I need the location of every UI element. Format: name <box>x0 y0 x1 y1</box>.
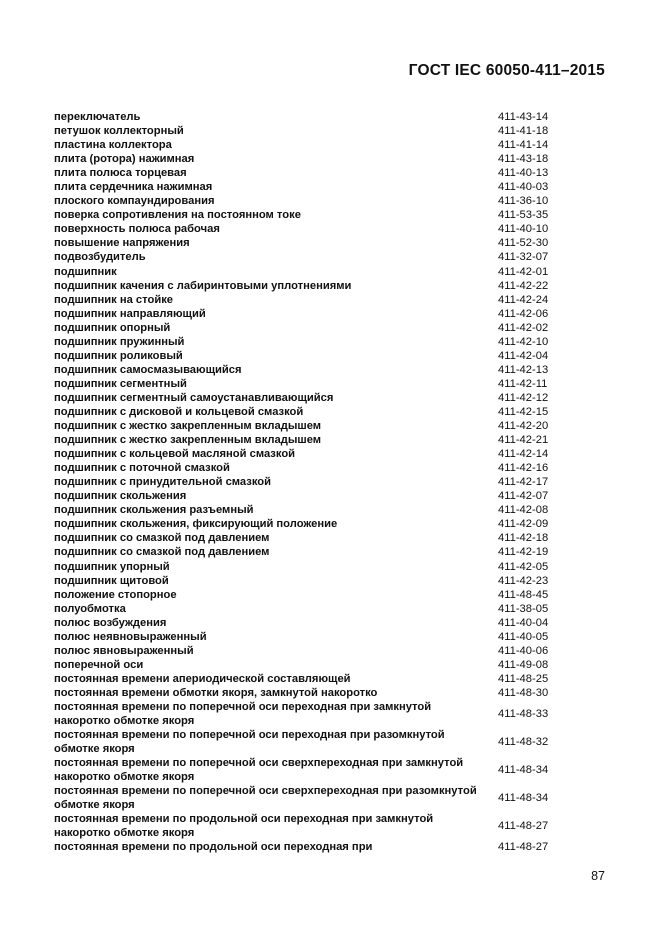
index-code: 411-42-23 <box>498 574 549 587</box>
index-code: 411-43-18 <box>498 153 549 166</box>
index-row <box>54 728 562 756</box>
index-code: 411-42-02 <box>498 321 549 334</box>
index-row <box>54 349 562 363</box>
index-code: 411-42-11 <box>498 377 548 390</box>
index-code: 411-40-13 <box>498 167 549 180</box>
index-row <box>54 812 562 840</box>
index-code: 411-42-06 <box>498 307 549 320</box>
index-term: подшипник сегментный <box>54 377 187 390</box>
index-row <box>54 560 562 574</box>
document-title: ГОСТ IEC 60050-411–2015 <box>408 62 605 79</box>
index-row <box>54 194 562 208</box>
index-term: плоского компаундирования <box>54 195 215 208</box>
index-code: 411-42-07 <box>498 490 549 503</box>
index-row <box>54 433 562 447</box>
index-code: 411-42-04 <box>498 349 549 362</box>
index-term: постоянная времени по продольной оси переходная при <box>54 841 373 854</box>
index-row <box>54 166 562 180</box>
index-term: подшипник со смазкой под давлением <box>54 532 270 545</box>
index-row <box>54 250 562 264</box>
index-row <box>54 503 562 517</box>
index-code: 411-42-24 <box>498 293 549 306</box>
index-term: подшипник самосмазывающийся <box>54 363 242 376</box>
index-term: постоянная времени обмотки якоря, замкнутой накоротко <box>54 686 378 699</box>
index-row <box>54 489 562 503</box>
index-row <box>54 391 562 405</box>
index-term: петушок коллекторный <box>54 125 184 138</box>
index-code: 411-48-45 <box>498 588 549 601</box>
index-term: подшипник скольжения разъемный <box>54 504 254 517</box>
index-term: поперечной оси <box>54 658 144 671</box>
index-term: подшипник <box>54 265 117 278</box>
index-row <box>54 700 562 728</box>
index-row <box>54 180 562 194</box>
index-code: 411-40-10 <box>498 223 549 236</box>
index-row <box>54 279 562 293</box>
index-row <box>54 588 562 602</box>
index-term: поверхность полюса рабочая <box>54 223 220 236</box>
index-code: 411-32-07 <box>498 251 549 264</box>
index-term: постоянная времени по поперечной оси сверхпереходная при разомкнутой обмотке якоря <box>54 785 477 812</box>
index-row <box>54 672 562 686</box>
term-index-body <box>54 110 562 854</box>
index-code: 411-48-30 <box>498 686 549 699</box>
index-term: постоянная времени апериодической составляющей <box>54 672 351 685</box>
index-code: 411-48-32 <box>498 736 549 749</box>
index-term: подшипник пружинный <box>54 335 185 348</box>
index-code: 411-42-22 <box>498 279 549 292</box>
index-code: 411-42-08 <box>498 504 549 517</box>
index-row <box>54 236 562 250</box>
index-code: 411-48-27 <box>498 841 549 854</box>
index-row <box>54 447 562 461</box>
index-row <box>54 517 562 531</box>
index-row <box>54 475 562 489</box>
index-row <box>54 630 562 644</box>
index-term: подшипник упорный <box>54 560 170 573</box>
index-row <box>54 784 562 812</box>
index-term: постоянная времени по продольной оси переходная при замкнутой накоротко обмотке якоря <box>54 813 434 840</box>
index-code: 411-48-27 <box>498 820 549 833</box>
index-code: 411-43-14 <box>498 111 549 123</box>
index-row <box>54 321 562 335</box>
index-row <box>54 616 562 630</box>
index-term: полюс возбуждения <box>54 616 167 629</box>
index-code: 411-38-05 <box>498 602 549 615</box>
index-term: подшипник опорный <box>54 321 171 334</box>
index-row <box>54 293 562 307</box>
index-code: 411-42-09 <box>498 518 549 531</box>
index-term: плита (ротора) нажимная <box>54 153 195 166</box>
index-term: подшипник с принудительной смазкой <box>54 476 272 489</box>
index-code: 411-42-21 <box>498 434 549 447</box>
index-row <box>54 363 562 377</box>
index-code: 411-42-14 <box>498 448 549 461</box>
index-term: постоянная времени по поперечной оси переходная при замкнутой накоротко обмотке якоря <box>54 700 432 728</box>
index-row <box>54 307 562 321</box>
index-term: полюс неявновыраженный <box>54 630 207 643</box>
index-code: 411-53-35 <box>498 209 549 222</box>
index-term: постоянная времени по поперечной оси переходная при разомкнутой обмотке якоря <box>54 729 445 756</box>
index-term: полюс явновыраженный <box>54 644 194 657</box>
index-term: подшипник скольжения <box>54 490 187 503</box>
index-code: 411-42-16 <box>498 462 549 475</box>
page-header <box>409 62 605 80</box>
index-term: переключатель <box>54 111 141 123</box>
index-row <box>54 545 562 559</box>
index-row <box>54 644 562 658</box>
index-term: плита сердечника нажимная <box>54 181 213 194</box>
index-row <box>54 124 562 138</box>
index-row <box>54 602 562 616</box>
index-row <box>54 138 562 152</box>
index-term: подшипник скольжения, фиксирующий положение <box>54 518 338 531</box>
index-code: 411-48-33 <box>498 707 549 720</box>
index-term: подшипник с дисковой и кольцевой смазкой <box>54 405 304 418</box>
index-code: 411-42-01 <box>498 265 549 278</box>
index-code: 411-41-18 <box>498 125 549 138</box>
index-term: подшипник направляющий <box>54 307 206 320</box>
index-term: подшипник с жестко закрепленным вкладышем <box>54 434 322 447</box>
index-row <box>54 658 562 672</box>
index-row <box>54 222 562 236</box>
index-row <box>54 574 562 588</box>
index-code: 411-42-13 <box>498 363 549 376</box>
index-term: подшипник с поточной смазкой <box>54 462 230 475</box>
index-row <box>54 152 562 166</box>
index-code: 411-48-34 <box>498 764 549 777</box>
index-row <box>54 335 562 349</box>
index-code: 411-42-19 <box>498 546 549 559</box>
index-row <box>54 686 562 700</box>
index-term: подшипник со смазкой под давлением <box>54 546 270 559</box>
index-code: 411-40-06 <box>498 644 549 657</box>
index-code: 411-36-10 <box>498 195 549 208</box>
index-code: 411-42-15 <box>498 405 549 418</box>
index-term: пластина коллектора <box>54 139 172 152</box>
index-code: 411-42-20 <box>498 420 549 433</box>
index-code: 411-49-08 <box>498 658 549 671</box>
index-term: подшипник сегментный самоустанавливающийся <box>54 391 334 404</box>
index-term: поверка сопротивления на постоянном токе <box>54 209 301 222</box>
index-code: 411-40-05 <box>498 630 549 643</box>
index-row <box>54 840 562 854</box>
index-term: плита полюса торцевая <box>54 167 187 180</box>
index-term: повышение напряжения <box>54 237 190 250</box>
index-row <box>54 265 562 279</box>
index-code: 411-48-34 <box>498 792 549 805</box>
index-term: подшипник на стойке <box>54 293 174 306</box>
index-term: подшипник роликовый <box>54 349 183 362</box>
term-index-table <box>54 110 562 854</box>
index-row <box>54 756 562 784</box>
index-code: 411-41-14 <box>498 139 549 152</box>
page-number: 87 <box>591 869 605 883</box>
index-code: 411-42-05 <box>498 560 549 573</box>
index-row <box>54 531 562 545</box>
index-code: 411-48-25 <box>498 672 549 685</box>
index-code: 411-40-04 <box>498 616 549 629</box>
index-row <box>54 208 562 222</box>
index-code: 411-42-17 <box>498 476 549 489</box>
index-term: подшипник с кольцевой масляной смазкой <box>54 448 296 461</box>
index-code: 411-42-12 <box>498 391 549 404</box>
index-term: подшипник с жестко закрепленным вкладышем <box>54 420 322 433</box>
index-term: подшипник щитовой <box>54 574 169 587</box>
index-term: подшипник качения с лабиринтовыми уплотнениями <box>54 279 352 292</box>
index-term: постоянная времени по поперечной оси сверхпереходная при замкнутой накоротко обмотке якоря <box>54 757 464 784</box>
index-code: 411-52-30 <box>498 237 549 250</box>
index-code: 411-40-03 <box>498 181 549 194</box>
index-code: 411-42-18 <box>498 532 549 545</box>
index-term: положение стопорное <box>54 588 177 601</box>
index-term: полуобмотка <box>54 602 126 615</box>
index-row <box>54 461 562 475</box>
index-code: 411-42-10 <box>498 335 549 348</box>
index-row <box>54 110 562 124</box>
index-row <box>54 405 562 419</box>
index-term: подвозбудитель <box>54 251 146 264</box>
index-row <box>54 377 562 391</box>
index-row <box>54 419 562 433</box>
